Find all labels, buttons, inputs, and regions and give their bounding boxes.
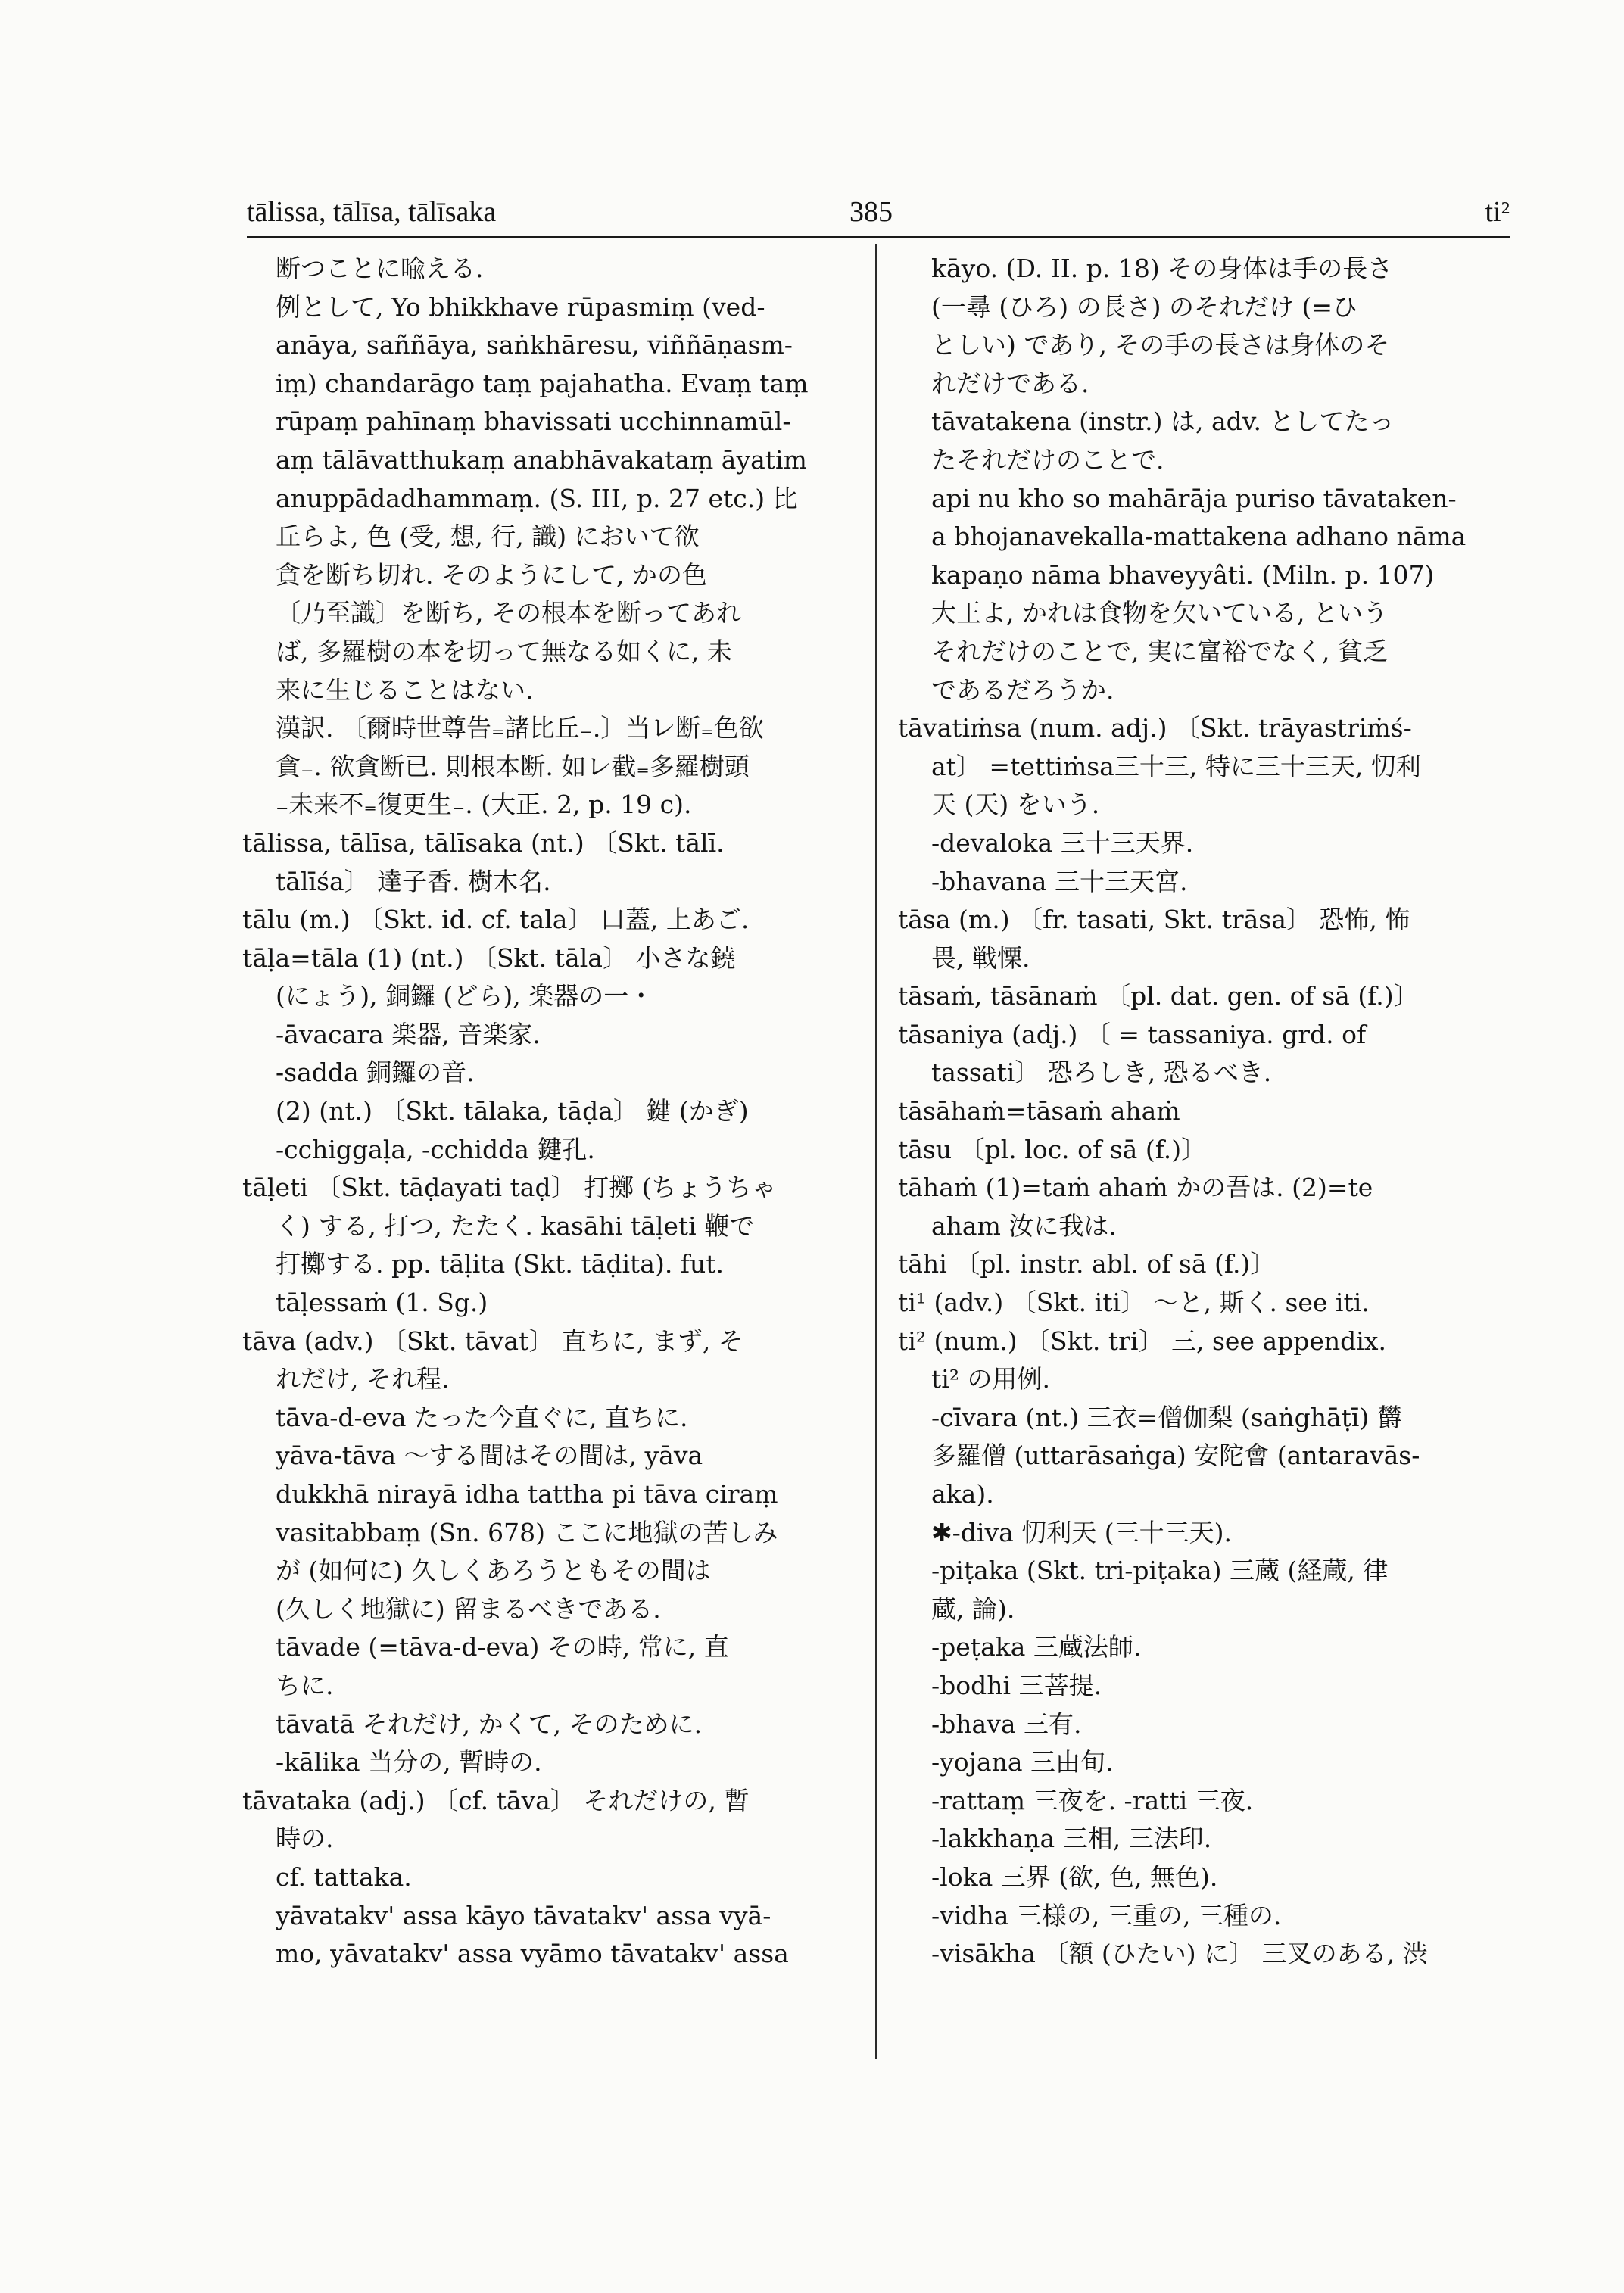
dictionary-text-line: api nu kho so mahārāja puriso tāvataken- <box>931 483 1457 513</box>
dictionary-text-line: dukkhā nirayā idha tattha pi tāva ciraṃ <box>276 1479 778 1509</box>
dictionary-text-line: -piṭaka (Skt. tri-piṭaka) 三蔵 (経蔵, 律 <box>931 1556 1389 1586</box>
dictionary-text-line: -visākha 〔額 (ひたい) に〕 三叉のある, 渋 <box>931 1939 1428 1969</box>
running-header <box>247 195 1510 233</box>
dictionary-text-line: 大王よ, かれは食物を欠いている, という <box>931 598 1388 628</box>
dictionary-text-line: cf. tattaka. <box>276 1862 412 1892</box>
dictionary-text-line: が (如何に) 久しくあろうともその間は <box>276 1556 711 1586</box>
dictionary-headword-line: tāva (adv.) 〔Skt. tāvat〕 直ちに, まず, そ <box>242 1326 743 1356</box>
dictionary-text-line: ti² の用例. <box>931 1364 1051 1394</box>
dictionary-text-line: -yojana 三由旬. <box>931 1747 1114 1777</box>
dictionary-text-line: tāvatakena (instr.) は, adv. としてたっ <box>931 407 1395 437</box>
dictionary-text-line: く) する, 打つ, たたく. kasāhi tāḷeti 鞭で <box>276 1210 755 1241</box>
dictionary-text-line: at〕 =tettiṁsa三十三, 特に三十三天, 忉利 <box>931 751 1421 781</box>
dictionary-text-line: 漢訳. 〔爾時世尊告₌諸比丘₋.〕当レ断₌色欲 <box>276 713 764 743</box>
dictionary-text-line: yāvatakv' assa kāyo tāvatakv' assa vyā- <box>276 1900 771 1930</box>
column-divider <box>875 244 877 2059</box>
dictionary-text-line: 来に生じることはない. <box>276 675 534 705</box>
dictionary-text-line: たそれだけのことで. <box>931 444 1164 475</box>
dictionary-text-line: 打擲する. pp. tāḷita (Skt. tāḍita). fut. <box>276 1249 725 1279</box>
dictionary-headword-line: tāsa (m.) 〔fr. tasati, Skt. trāsa〕 恐怖, 怖 <box>898 905 1410 935</box>
dictionary-text-line: 断つことに喩える. <box>276 254 484 283</box>
dictionary-headword-line: tāḷeti 〔Skt. tāḍayati taḍ〕 打擲 (ちょうちゃ <box>242 1173 777 1203</box>
dictionary-text-line: tāvatā それだけ, かくて, そのために. <box>276 1709 703 1739</box>
dictionary-headword-line: tāsaṁ, tāsānaṁ 〔pl. dat. gen. of sā (f.)〕 <box>898 981 1419 1011</box>
dictionary-headword-line: tālissa, tālīsa, tālīsaka (nt.) 〔Skt. tālī. <box>242 827 725 858</box>
dictionary-headword-line: tāsu 〔pl. loc. of sā (f.)〕 <box>898 1134 1207 1164</box>
dictionary-text-line: 貪を断ち切れ. そのようにして, かの色 <box>276 559 707 590</box>
header-rule <box>247 236 1510 238</box>
dictionary-text-line: yāva-tāva ～する間はその間は, yāva <box>276 1441 703 1471</box>
dictionary-text-line: 〔乃至識〕を断ち, その根本を断ってあれ <box>276 598 741 628</box>
dictionary-text-line: それだけのことで, 実に富裕でなく, 貧乏 <box>931 636 1388 666</box>
dictionary-text-line: 丘らよ, 色 (受, 想, 行, 識) において欲 <box>276 522 700 552</box>
dictionary-headword-line: tāvatiṁsa (num. adj.) 〔Skt. trāyastriṁś- <box>898 713 1412 743</box>
dictionary-text-line: (久しく地獄に) 留まるべきである. <box>276 1594 661 1624</box>
dictionary-text-line: 天 (天) をいう. <box>931 790 1100 820</box>
dictionary-text-line: -loka 三界 (欲, 色, 無色). <box>931 1862 1218 1892</box>
dictionary-text-line: (にょう), 銅鑼 (どら), 楽器の一・ <box>276 981 654 1011</box>
dictionary-text-line: (2) (nt.) 〔Skt. tālaka, tāḍa〕 鍵 (かぎ) <box>276 1096 749 1126</box>
left-column <box>242 250 848 1974</box>
dictionary-text-line: kāyo. (D. II. p. 18) その身体は手の長さ <box>931 254 1393 283</box>
dictionary-text-line: tāvade (=tāva-d-eva) その時, 常に, 直 <box>276 1632 729 1662</box>
dictionary-headword-line: tāsaniya (adj.) 〔 = tassaniya. grd. of <box>898 1019 1367 1049</box>
dictionary-text-line: -devaloka 三十三天界. <box>931 827 1194 858</box>
dictionary-text-line: -kālika 当分の, 暫時の. <box>276 1747 542 1777</box>
dictionary-text-line: kapaṇo nāma bhaveyyâti. (Miln. p. 107) <box>931 559 1435 590</box>
dictionary-text-line: mo, yāvatakv' assa vyāmo tāvatakv' assa <box>276 1939 789 1969</box>
dictionary-text-line: -āvacara 楽器, 音楽家. <box>276 1019 541 1049</box>
dictionary-text-line: vasitabbaṃ (Sn. 678) ここに地獄の苦しみ <box>276 1517 778 1547</box>
dictionary-text-line: tāva-d-eva たった今直ぐに, 直ちに. <box>276 1402 688 1432</box>
header-guide-words: tālissa, tālīsa, tālīsaka <box>247 196 497 228</box>
dictionary-text-line: rūpaṃ pahīnaṃ bhavissati ucchinnamūl- <box>276 407 791 437</box>
dictionary-text-line: -vidha 三様の, 三重の, 三種の. <box>931 1900 1282 1930</box>
dictionary-text-line: -bhava 三有. <box>931 1709 1082 1739</box>
dictionary-headword-line: tāvataka (adj.) 〔cf. tāva〕 それだけの, 暫 <box>242 1785 750 1815</box>
dictionary-text-line: (一尋 (ひろ) の長さ) のそれだけ (=ひ <box>931 291 1357 322</box>
dictionary-text-line: としい) であり, その手の長さは身体のそ <box>931 330 1390 360</box>
dictionary-text-line: aham 汝に我は. <box>931 1210 1117 1241</box>
dictionary-text-line: ちに. <box>276 1670 334 1700</box>
dictionary-text-line: -bhavana 三十三天宮. <box>931 866 1188 896</box>
dictionary-text-line: a bhojanavekalla-mattakena adhano nāma <box>931 522 1467 552</box>
header-last-entry: ti² <box>1485 196 1510 228</box>
dictionary-text-line: ✱-diva 忉利天 (三十三天). <box>931 1517 1233 1547</box>
dictionary-text-line: -cīvara (nt.) 三衣=僧伽梨 (saṅghāṭī) 欝 <box>931 1402 1402 1432</box>
dictionary-text-line: -rattaṃ 三夜を. -ratti 三夜. <box>931 1785 1254 1815</box>
dictionary-text-line: tassati〕 恐ろしき, 恐るべき. <box>931 1058 1272 1088</box>
dictionary-text-line: 時の. <box>276 1824 334 1854</box>
dictionary-text-line: ば, 多羅樹の本を切って無なる如くに, 未 <box>276 636 732 666</box>
dictionary-text-line: anāya, saññāya, saṅkhāresu, viññāṇasm- <box>276 330 793 360</box>
dictionary-text-line: 貪₋. 欲貪断已. 則根本断. 如レ截₌多羅樹頭 <box>276 751 750 781</box>
dictionary-headword-line: tāsāhaṁ=tāsaṁ ahaṁ <box>898 1096 1180 1126</box>
dictionary-text-line: -cchiggaḷa, -cchidda 鍵孔. <box>276 1134 595 1164</box>
dictionary-text-line: tāḷessaṁ (1. Sg.) <box>276 1288 488 1318</box>
dictionary-text-line: iṃ) chandarāgo taṃ pajahatha. Evaṃ taṃ <box>276 368 809 398</box>
dictionary-text-line: aṃ tālāvatthukaṃ anabhāvakataṃ āyatim <box>276 444 807 475</box>
dictionary-text-line: ₋未来不₌復更生₋. (大正. 2, p. 19 c). <box>276 790 692 820</box>
dictionary-text-line: anuppādadhammaṃ. (S. III, p. 27 etc.) 比 <box>276 483 798 513</box>
dictionary-text-line: tālīśa〕 達子香. 樹木名. <box>276 866 551 896</box>
dictionary-text-line: れだけである. <box>931 368 1089 398</box>
dictionary-text-line: aka). <box>931 1479 994 1509</box>
dictionary-text-line: 多羅僧 (uttarāsaṅga) 安陀會 (antaravās- <box>931 1441 1420 1471</box>
dictionary-text-line: -lakkhaṇa 三相, 三法印. <box>931 1824 1212 1854</box>
dictionary-headword-line: ti² (num.) 〔Skt. tri〕 三, see appendix. <box>898 1326 1386 1356</box>
dictionary-text-line: -peṭaka 三蔵法師. <box>931 1632 1142 1662</box>
dictionary-text-line: 蔵, 論). <box>931 1594 1015 1624</box>
right-column <box>898 250 1511 1974</box>
page-number: 385 <box>849 196 893 228</box>
dictionary-text-line: 例として, Yo bhikkhave rūpasmiṃ (ved- <box>276 291 765 322</box>
dictionary-headword-line: tālu (m.) 〔Skt. id. cf. tala〕 口蓋, 上あご. <box>242 905 750 935</box>
dictionary-headword-line: tāhaṁ (1)=taṁ ahaṁ かの吾は. (2)=te <box>898 1173 1373 1203</box>
dictionary-headword-line: ti¹ (adv.) 〔Skt. iti〕 ～と, 斯く. see iti. <box>898 1288 1370 1318</box>
dictionary-text-line: -bodhi 三菩提. <box>931 1670 1102 1700</box>
dictionary-text-line: 畏, 戦慄. <box>931 942 1030 973</box>
dictionary-text-line: であるだろうか. <box>931 675 1114 705</box>
dictionary-text-line: -sadda 銅鑼の音. <box>276 1058 475 1088</box>
dictionary-headword-line: tāḷa=tāla (1) (nt.) 〔Skt. tāla〕 小さな鐃 <box>242 942 736 973</box>
dictionary-headword-line: tāhi 〔pl. instr. abl. of sā (f.)〕 <box>898 1249 1276 1279</box>
dictionary-text-line: れだけ, それ程. <box>276 1364 450 1394</box>
